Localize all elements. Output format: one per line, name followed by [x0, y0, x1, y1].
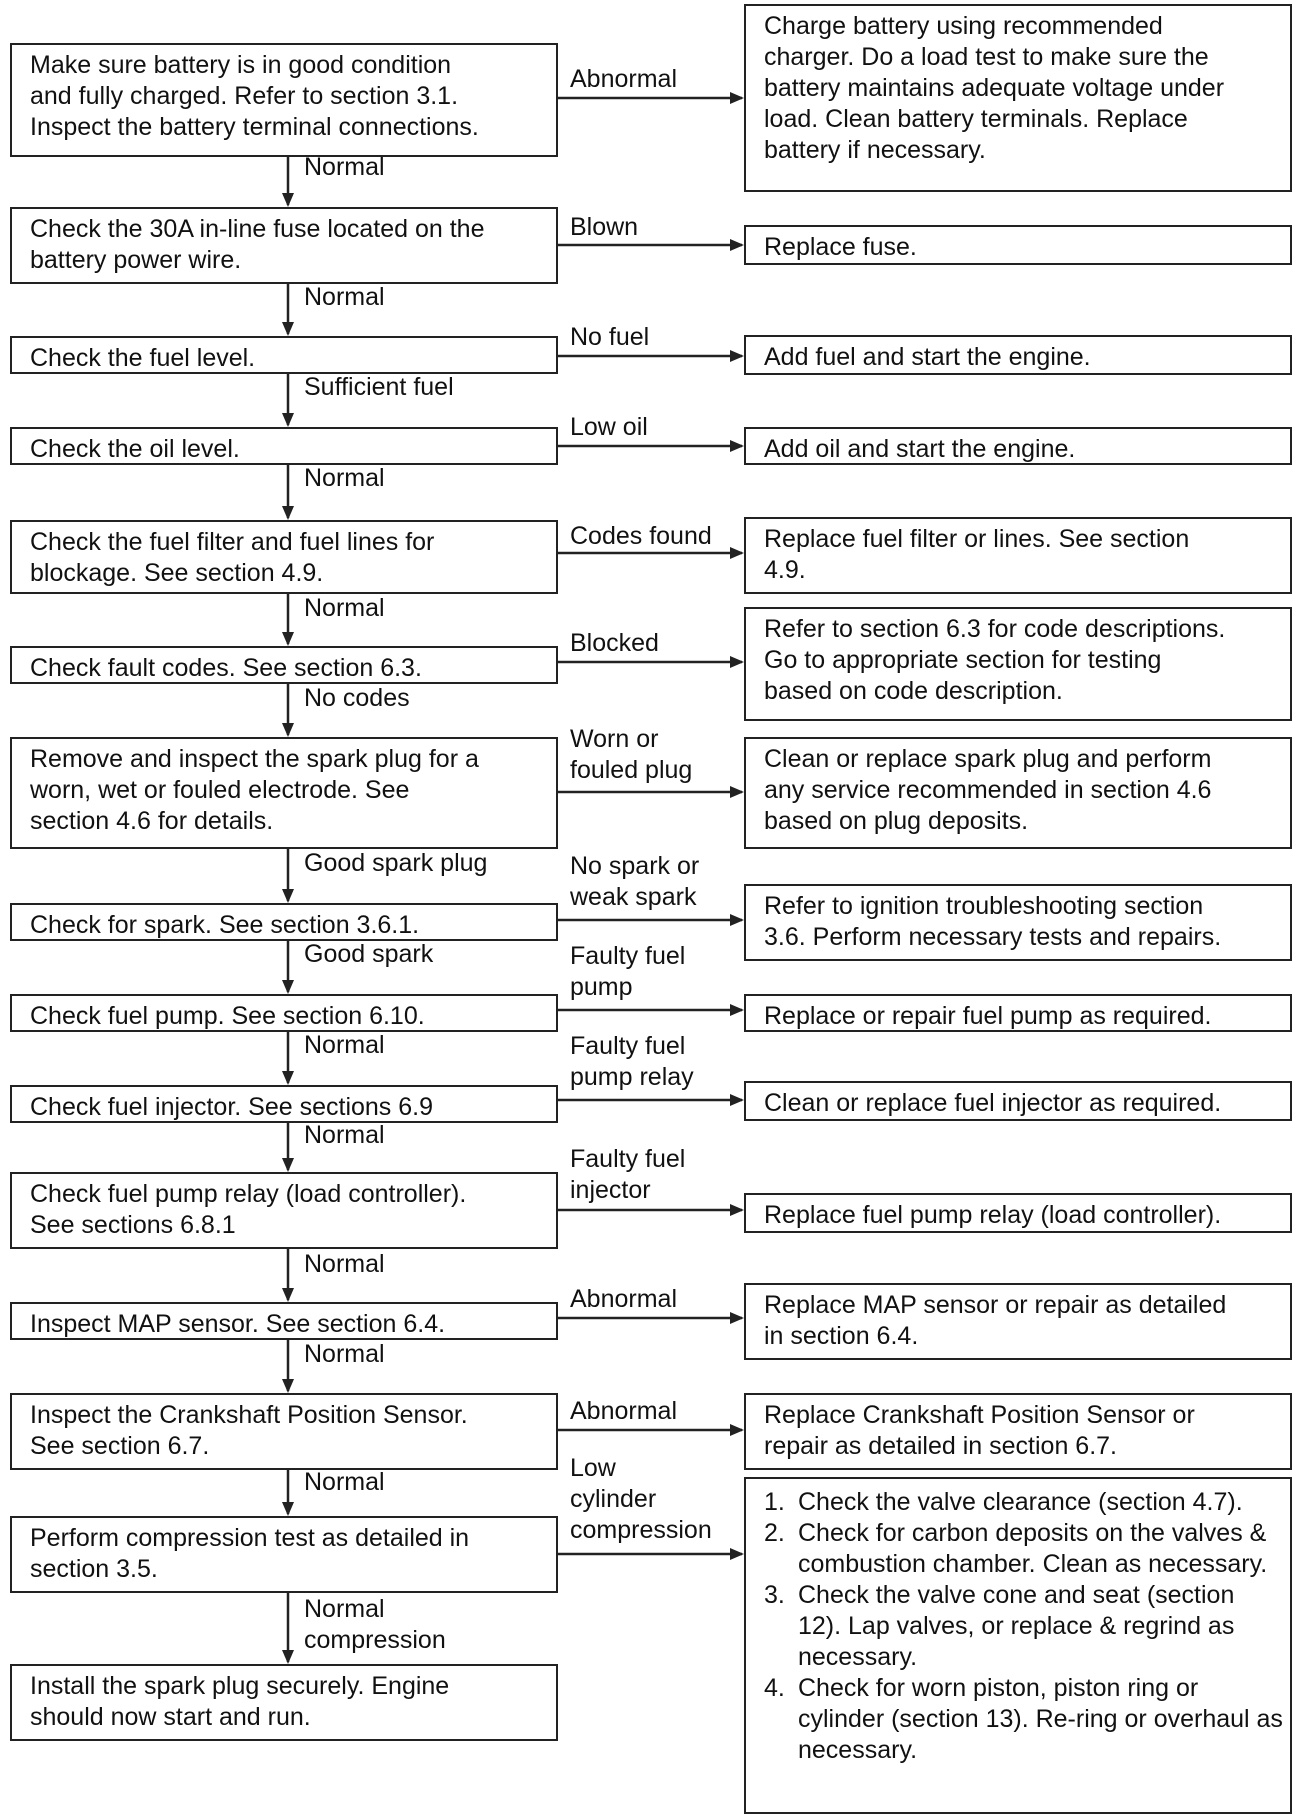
- down-label-8: Good spark: [304, 940, 434, 968]
- action-10-box: Clean or replace fuel injector as required.: [744, 1081, 1292, 1121]
- down-label-11: Normal: [304, 1250, 385, 1278]
- step-11-box: Check fuel pump relay (load controller). See sections 6.8.1: [10, 1172, 558, 1249]
- branch-label-10: Faulty fuel pump relay: [570, 1032, 694, 1091]
- checklist-item-text: Check for carbon deposits on the valves & combustion chamber. Clean as necessary.: [798, 1519, 1268, 1578]
- step-15-box: Install the spark plug securely. Engine should now start and run.: [10, 1664, 558, 1741]
- action-4-box: Add oil and start the engine.: [744, 427, 1292, 465]
- branch-label-1: Abnormal: [570, 65, 677, 93]
- step-6-box: Check fault codes. See section 6.3.: [10, 646, 558, 684]
- branch-arrowhead-13: [730, 1424, 744, 1436]
- action-3-box: Add fuel and start the engine.: [744, 335, 1292, 375]
- branch-arrowhead-4: [730, 440, 744, 452]
- down-arrowhead-2: [282, 322, 294, 336]
- branch-arrowhead-1: [730, 92, 744, 104]
- down-label-2: Normal: [304, 283, 385, 311]
- branch-label-9: Faulty fuel pump: [570, 942, 686, 1001]
- action-12-box: Replace MAP sensor or repair as detailed in section 6.4.: [744, 1283, 1292, 1360]
- step-2-box: Check the 30A in-line fuse located on the battery power wire.: [10, 207, 558, 284]
- branch-arrowhead-2: [730, 239, 744, 251]
- checklist-item: [764, 1518, 1284, 1580]
- down-arrowhead-12: [282, 1379, 294, 1393]
- step-8-box: Check for spark. See section 3.6.1.: [10, 903, 558, 941]
- action-11-box: Replace fuel pump relay (load controller).: [744, 1193, 1292, 1233]
- branch-label-14: Low cylinder compression: [570, 1454, 712, 1544]
- branch-label-4: Low oil: [570, 413, 648, 441]
- down-label-14: Normal compression: [304, 1595, 446, 1654]
- branch-label-11: Faulty fuel injector: [570, 1145, 686, 1204]
- action-1-box: Charge battery using recommended charger. Do a load test to make sure the battery maintains adequate voltage under load. Clean battery terminals. Replace battery if necessary.: [744, 4, 1292, 192]
- down-arrowhead-10: [282, 1158, 294, 1172]
- action-checklist: [764, 1487, 1284, 1766]
- down-label-6: No codes: [304, 684, 410, 712]
- down-arrowhead-6: [282, 723, 294, 737]
- down-arrowhead-8: [282, 980, 294, 994]
- action-5-box: Replace fuel filter or lines. See section 4.9.: [744, 517, 1292, 594]
- down-arrowhead-4: [282, 506, 294, 520]
- branch-arrowhead-3: [730, 350, 744, 362]
- branch-label-7: Worn or fouled plug: [570, 725, 693, 784]
- step-14-box: Perform compression test as detailed in section 3.5.: [10, 1516, 558, 1593]
- branch-arrowhead-7: [730, 786, 744, 798]
- checklist-item: [764, 1580, 1284, 1673]
- down-arrowhead-3: [282, 413, 294, 427]
- branch-label-13: Abnormal: [570, 1397, 677, 1425]
- branch-arrowhead-14: [730, 1548, 744, 1560]
- down-arrowhead-14: [282, 1650, 294, 1664]
- branch-label-3: No fuel: [570, 323, 650, 351]
- action-8-box: Refer to ignition troubleshooting section 3.6. Perform necessary tests and repairs.: [744, 884, 1292, 961]
- branch-label-8: No spark or weak spark: [570, 852, 700, 911]
- checklist-item-number: 4.: [764, 1674, 785, 1702]
- checklist-item-text: Check for worn piston, piston ring or cylinder (section 13). Re-ring or overhaul as necessary.: [798, 1674, 1283, 1764]
- down-label-13: Normal: [304, 1468, 385, 1496]
- branch-arrowhead-11: [730, 1204, 744, 1216]
- checklist-item-number: 3.: [764, 1581, 785, 1609]
- down-arrowhead-1: [282, 193, 294, 207]
- branch-arrowhead-12: [730, 1312, 744, 1324]
- down-label-1: Normal: [304, 153, 385, 181]
- action-9-box: Replace or repair fuel pump as required.: [744, 994, 1292, 1032]
- down-arrowhead-7: [282, 889, 294, 903]
- branch-arrowhead-10: [730, 1094, 744, 1106]
- step-12-box: Inspect MAP sensor. See section 6.4.: [10, 1302, 558, 1340]
- step-10-box: Check fuel injector. See sections 6.9: [10, 1085, 558, 1123]
- checklist-item-text: Check the valve cone and seat (section 12). Lap valves, or replace & regrind as necessary.: [798, 1581, 1235, 1671]
- action-6-box: Refer to section 6.3 for code descriptions. Go to appropriate section for testing based on code description.: [744, 607, 1292, 721]
- down-label-9: Normal: [304, 1031, 385, 1059]
- checklist-item-text: Check the valve clearance (section 4.7).: [798, 1488, 1243, 1516]
- step-3-box: Check the fuel level.: [10, 336, 558, 374]
- down-label-10: Normal: [304, 1121, 385, 1149]
- branch-arrowhead-9: [730, 1004, 744, 1016]
- branch-arrowhead-5: [730, 547, 744, 559]
- step-4-box: Check the oil level.: [10, 427, 558, 465]
- checklist-item: [764, 1487, 1284, 1518]
- down-label-3: Sufficient fuel: [304, 373, 454, 401]
- action-13-box: Replace Crankshaft Position Sensor or repair as detailed in section 6.7.: [744, 1393, 1292, 1470]
- step-13-box: Inspect the Crankshaft Position Sensor. See section 6.7.: [10, 1393, 558, 1470]
- down-arrowhead-9: [282, 1071, 294, 1085]
- down-label-5: Normal: [304, 594, 385, 622]
- checklist-item-number: 2.: [764, 1519, 785, 1547]
- branch-arrowhead-8: [730, 914, 744, 926]
- step-7-box: Remove and inspect the spark plug for a worn, wet or fouled electrode. See section 4.6 for details.: [10, 737, 558, 849]
- down-arrowhead-5: [282, 632, 294, 646]
- branch-label-5: Codes found: [570, 522, 712, 550]
- checklist-item: [764, 1673, 1284, 1766]
- branch-label-12: Abnormal: [570, 1285, 677, 1313]
- down-label-12: Normal: [304, 1340, 385, 1368]
- branch-label-6: Blocked: [570, 629, 659, 657]
- action-14-box: [744, 1477, 1292, 1814]
- down-arrowhead-13: [282, 1502, 294, 1516]
- step-9-box: Check fuel pump. See section 6.10.: [10, 994, 558, 1032]
- checklist-item-number: 1.: [764, 1488, 785, 1516]
- step-5-box: Check the fuel filter and fuel lines for blockage. See section 4.9.: [10, 520, 558, 594]
- action-7-box: Clean or replace spark plug and perform any service recommended in section 4.6 based on plug deposits.: [744, 737, 1292, 849]
- branch-arrowhead-6: [730, 656, 744, 668]
- branch-label-2: Blown: [570, 213, 639, 241]
- down-label-7: Good spark plug: [304, 849, 488, 877]
- action-2-box: Replace fuse.: [744, 225, 1292, 265]
- down-label-4: Normal: [304, 464, 385, 492]
- down-arrowhead-11: [282, 1288, 294, 1302]
- step-1-box: Make sure battery is in good condition and fully charged. Refer to section 3.1. Inspect the battery terminal connections.: [10, 43, 558, 157]
